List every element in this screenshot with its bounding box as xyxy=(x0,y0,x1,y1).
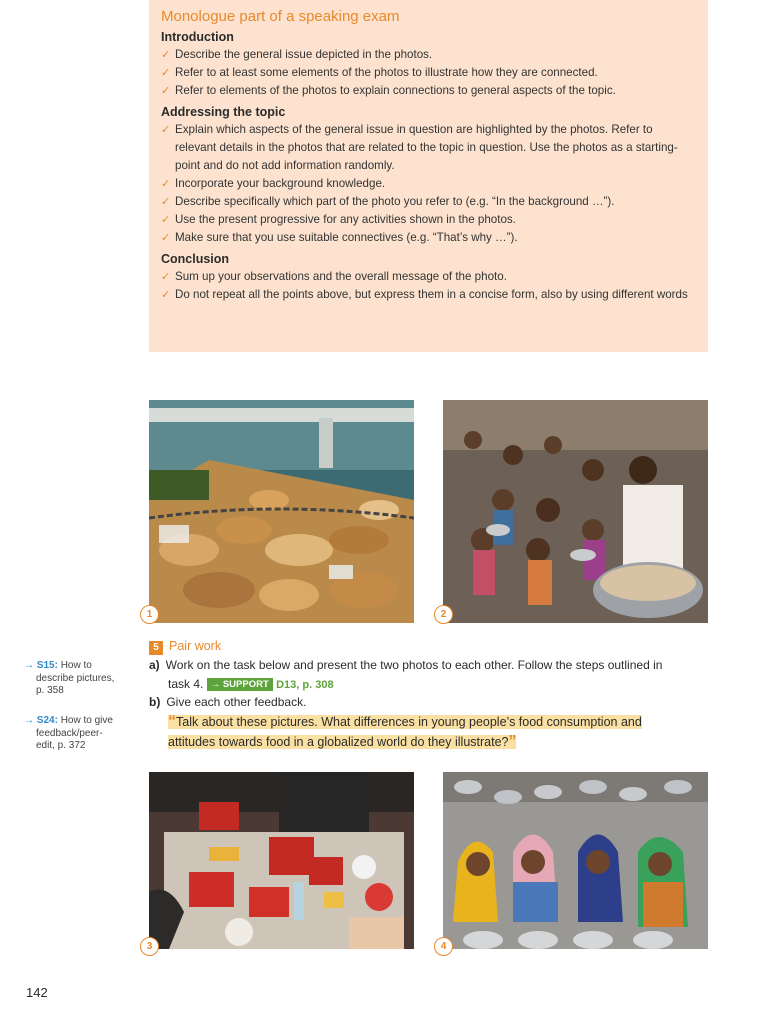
list-item: ✓ Make sure that you use suitable connectives (e.g. “That’s why …”). xyxy=(161,229,696,247)
check-icon: ✓ xyxy=(161,124,171,136)
check-icon: ✓ xyxy=(161,214,171,226)
photo-number-1: 1 xyxy=(140,605,159,624)
pair-work-heading: 5 Pair work xyxy=(149,639,221,655)
list-item: ✓ Sum up your observations and the overall message of the photo. xyxy=(161,268,696,286)
quote-close-mark: ” xyxy=(508,733,517,750)
list-item: ✓ Refer to elements of the photos to explain connections to general aspects of the topic. xyxy=(161,82,696,100)
sidebar-ref-s24[interactable]: → S24: How to give feedback/peer- edit, p. 372 xyxy=(24,715,113,751)
list-item: ✓ Do not repeat all the points above, but express them in a concise form, also by using different words xyxy=(161,286,696,304)
page-number: 142 xyxy=(26,985,48,1000)
photo-1-bread xyxy=(149,400,414,623)
check-icon: ✓ xyxy=(161,178,171,190)
photo-4-children-meals xyxy=(443,772,708,949)
check-icon: ✓ xyxy=(161,289,171,301)
list-item: ✓ Describe the general issue depicted in the photos. xyxy=(161,46,696,64)
list-item: ✓ Refer to at least some elements of the photos to illustrate how they are connected. xyxy=(161,64,696,82)
support-badge[interactable]: → SUPPORT xyxy=(207,678,273,691)
photo-2-food-distribution xyxy=(443,400,708,623)
list-item: ✓ Use the present progressive for any activities shown in the photos. xyxy=(161,211,696,229)
section-heading-introduction: Introduction xyxy=(161,30,234,44)
photo-number-2: 2 xyxy=(434,605,453,624)
check-icon: ✓ xyxy=(161,196,171,208)
check-icon: ✓ xyxy=(161,85,171,97)
section-heading-addressing: Addressing the topic xyxy=(161,105,286,119)
photo-number-4: 4 xyxy=(434,937,453,956)
check-icon: ✓ xyxy=(161,271,171,283)
task-quote: “Talk about these pictures. What differences in young people’s food consumption and attitudes towards food in a globalized world do they illustrate?” xyxy=(168,713,642,750)
check-icon: ✓ xyxy=(161,49,171,61)
arrow-right-icon: → xyxy=(24,715,34,726)
check-icon: ✓ xyxy=(161,67,171,79)
section-heading-conclusion: Conclusion xyxy=(161,252,230,266)
arrow-right-icon: → xyxy=(24,660,34,671)
photo-3-fast-food xyxy=(149,772,414,949)
task-b: b) Give each other feedback. xyxy=(149,695,307,709)
speaking-exam-box xyxy=(149,0,708,352)
list-item: ✓ Incorporate your background knowledge. xyxy=(161,175,696,193)
task-a: a) Work on the task below and present the two photos to each other. Follow the steps outlined in xyxy=(149,658,663,672)
check-icon: ✓ xyxy=(161,232,171,244)
list-item: ✓ Describe specifically which part of the photo you refer to (e.g. “In the background …”). xyxy=(161,193,696,211)
list-item: ✓ Explain which aspects of the general issue in question are highlighted by the photos. Refer to relevant details in the photos that are related to the topic in question. Use the photos as a starting-point and do not add information randomly. xyxy=(161,123,678,172)
box-title: Monologue part of a speaking exam xyxy=(161,8,400,25)
task-a-continued: task 4. → SUPPORT D13, p. 308 xyxy=(168,677,334,691)
support-reference[interactable]: D13, p. 308 xyxy=(276,679,334,691)
quote-open-mark: “ xyxy=(168,713,176,730)
sidebar-ref-s15[interactable]: → S15: How to describe pictures, p. 358 xyxy=(24,660,115,696)
exercise-number: 5 xyxy=(149,641,163,655)
photo-number-3: 3 xyxy=(140,937,159,956)
